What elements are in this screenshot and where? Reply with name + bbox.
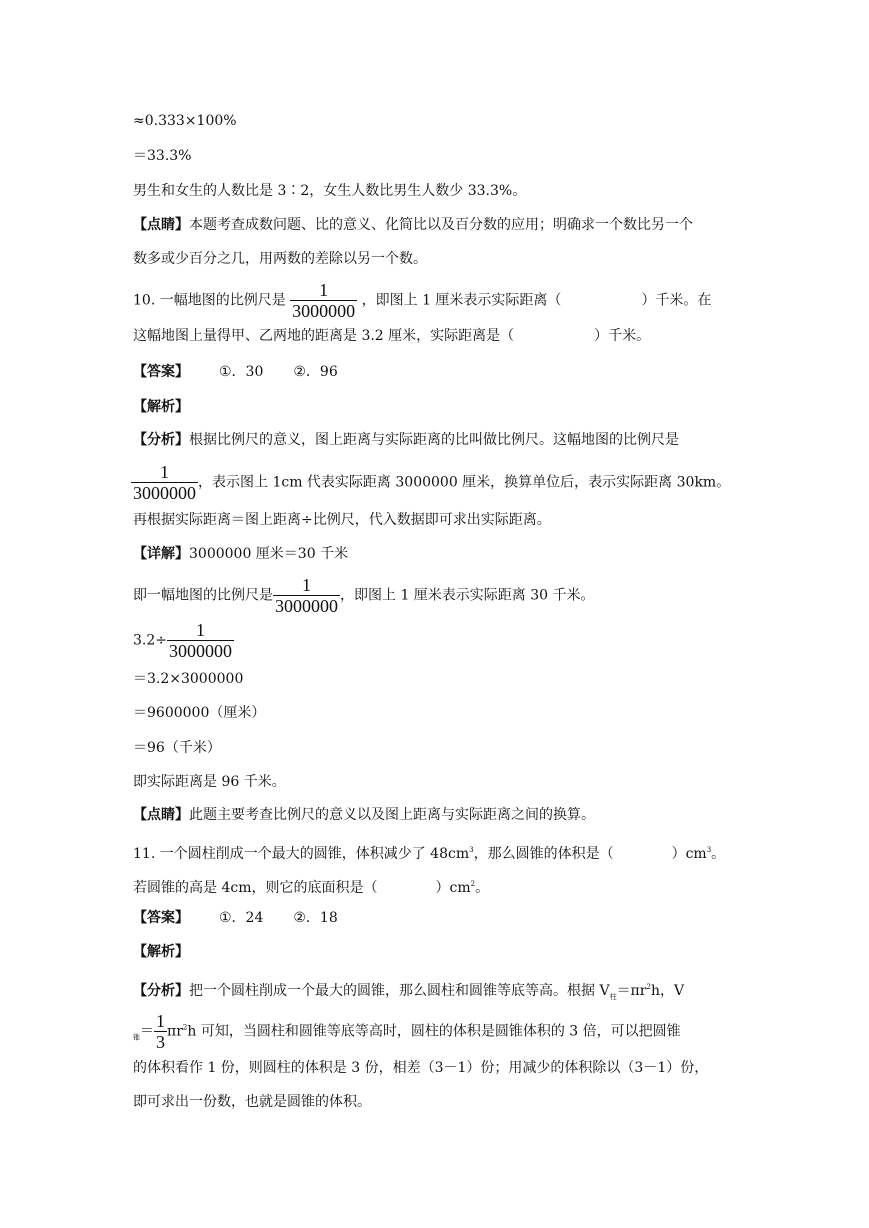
question-text: 10. 一幅地图的比例尺是: [133, 292, 286, 309]
calc-step: 3.2÷: [133, 632, 167, 649]
section-tag: 【答案】: [133, 910, 189, 926]
question-text: ）cm: [671, 846, 707, 862]
fraction: [154, 1011, 167, 1052]
paragraph-text: 即一幅地图的比例尺是: [133, 587, 273, 604]
text-line: [133, 703, 265, 723]
paragraph-text: ，即图上 1 厘米表示实际距离 30 千米。: [340, 587, 595, 604]
fraction-denominator: 3000000: [133, 483, 196, 503]
question-11-line: [133, 840, 725, 864]
text-line: [133, 430, 679, 450]
text-line: [133, 874, 489, 898]
superscript: 3: [469, 846, 474, 854]
text-line: [133, 738, 221, 758]
section-tag: 【解析】: [133, 399, 189, 415]
text-line: [133, 111, 237, 131]
fraction: [290, 280, 357, 321]
section-tag: 【解析】: [133, 944, 189, 960]
superscript: 3: [706, 846, 712, 854]
paragraph-text: 3000000 厘米＝30 千米: [189, 546, 349, 562]
text-line: [133, 397, 189, 417]
answer-line: [133, 362, 338, 382]
text-line: [133, 215, 693, 235]
fraction-denominator: 3000000: [275, 596, 338, 616]
paragraph-text: 此题主要考查比例尺的意义以及图上距离与实际距离之间的换算。: [189, 807, 595, 823]
calc-step: ＝96（千米）: [133, 740, 221, 756]
paragraph-text: 再根据实际距离＝图上距离÷比例尺，代入数据即可求出实际距离。: [133, 512, 551, 528]
fraction: [167, 620, 234, 661]
fraction-numerator: 1: [196, 620, 205, 640]
superscript: 2: [182, 1023, 188, 1032]
paragraph-text: 的体积看作 1 份，则圆柱的体积是 3 份，相差（3－1）份；用减少的体积除以（3－1）份，: [133, 1060, 709, 1076]
subscript: 锥: [133, 1033, 140, 1042]
fraction: [273, 575, 340, 616]
calc-step: ≈0.333×100%: [133, 113, 237, 129]
calc-step: ＝3.2×3000000: [133, 671, 244, 687]
answer-value: ②．96: [293, 364, 338, 380]
conclusion-text: 男生和女生的人数比是 3∶2，女生人数比男生人数少 33.3%。: [133, 183, 527, 199]
text-line: [133, 1011, 681, 1052]
section-tag: 【点睛】: [133, 217, 189, 233]
paragraph-text: ，表示图上 1cm 代表实际距离 3000000 厘米，换算单位后，表示实际距离 30km。: [198, 474, 731, 491]
text-line: [133, 575, 595, 616]
fraction-numerator: 1: [302, 575, 311, 595]
answer-value: ②．18: [293, 910, 338, 926]
question-text: ）千米。在: [641, 292, 712, 309]
fraction-numerator: 1: [319, 280, 329, 300]
text-line: [133, 544, 348, 564]
text-line: [133, 772, 286, 792]
text-line: [133, 1058, 708, 1078]
paragraph-text: πr: [167, 1023, 183, 1040]
paragraph-text: 把一个圆柱削成一个最大的圆锥，那么圆柱和圆锥等底等高。根据 V: [189, 983, 610, 999]
superscript: 2: [646, 983, 651, 991]
paragraph-text: h，V: [650, 983, 685, 999]
question-text: 这幅地图上量得甲、乙两地的距离是 3.2 厘米，实际距离是（: [133, 328, 515, 344]
question-text: 若圆锥的高是 4cm，则它的底面积是（: [133, 880, 378, 896]
superscript: 2: [470, 880, 476, 888]
text-line: [133, 620, 234, 661]
fraction-numerator: 1: [156, 1011, 165, 1031]
paragraph-text: 根据比例尺的意义，图上距离与实际距离的比叫做比例尺。这幅地图的比例尺是: [189, 432, 679, 448]
subscript: 柱: [609, 993, 617, 1001]
question-text: 11. 一个圆柱削成一个最大的圆锥，体积减少了 48cm: [133, 846, 470, 862]
text-line: [133, 977, 684, 1007]
text-line: [133, 462, 730, 503]
question-text: 。: [475, 880, 490, 896]
question-text: ，即图上 1 厘米表示实际距离（: [361, 292, 562, 309]
section-tag: 【分析】: [133, 432, 189, 448]
calc-step: ＝33.3%: [133, 148, 192, 164]
question-text: 。: [711, 846, 726, 862]
text-line: [133, 249, 427, 269]
text-line: [133, 1092, 371, 1112]
text-line: [133, 669, 243, 689]
section-tag: 【答案】: [133, 364, 189, 380]
section-tag: 【点睛】: [133, 807, 189, 823]
answer-value: ①．30: [219, 364, 264, 380]
answer-value: ①．24: [219, 910, 264, 926]
paragraph-text: 即可求出一份数，也就是圆锥的体积。: [133, 1094, 371, 1110]
question-text: ，那么圆锥的体积是（: [473, 846, 614, 862]
answer-line: [133, 908, 338, 928]
paragraph-text: 本题考查成数问题、比的意义、化简比以及百分数的应用；明确求一个数比另一个: [189, 217, 693, 233]
fraction-numerator: 1: [160, 462, 169, 482]
paragraph-text: h 可知，当圆柱和圆锥等底等高时，圆柱的体积是圆锥体积的 3 倍，可以把圆锥: [187, 1023, 681, 1040]
fraction: [131, 462, 198, 503]
text-line: [133, 181, 526, 201]
fraction-denominator: 3000000: [292, 301, 356, 321]
question-text: ）千米。: [594, 328, 651, 344]
text-line: [133, 326, 650, 346]
text-line: [133, 510, 551, 530]
paragraph-text: ＝: [140, 1023, 154, 1040]
text-line: [133, 805, 595, 825]
fraction-denominator: 3: [156, 1032, 165, 1052]
paragraph-text: ＝πr: [616, 983, 647, 999]
text-line: [133, 146, 191, 166]
section-tag: 【分析】: [133, 983, 189, 999]
section-tag: 【详解】: [133, 546, 189, 562]
paragraph-text: 数多或少百分之几，用两数的差除以另一个数。: [133, 251, 427, 267]
question-text: ）cm: [435, 880, 471, 896]
question-10-line: [133, 280, 711, 321]
conclusion-text: 即实际距离是 96 千米。: [133, 774, 286, 790]
fraction-denominator: 3000000: [169, 641, 232, 661]
text-line: [133, 942, 189, 962]
calc-step: ＝9600000（厘米）: [133, 705, 266, 721]
